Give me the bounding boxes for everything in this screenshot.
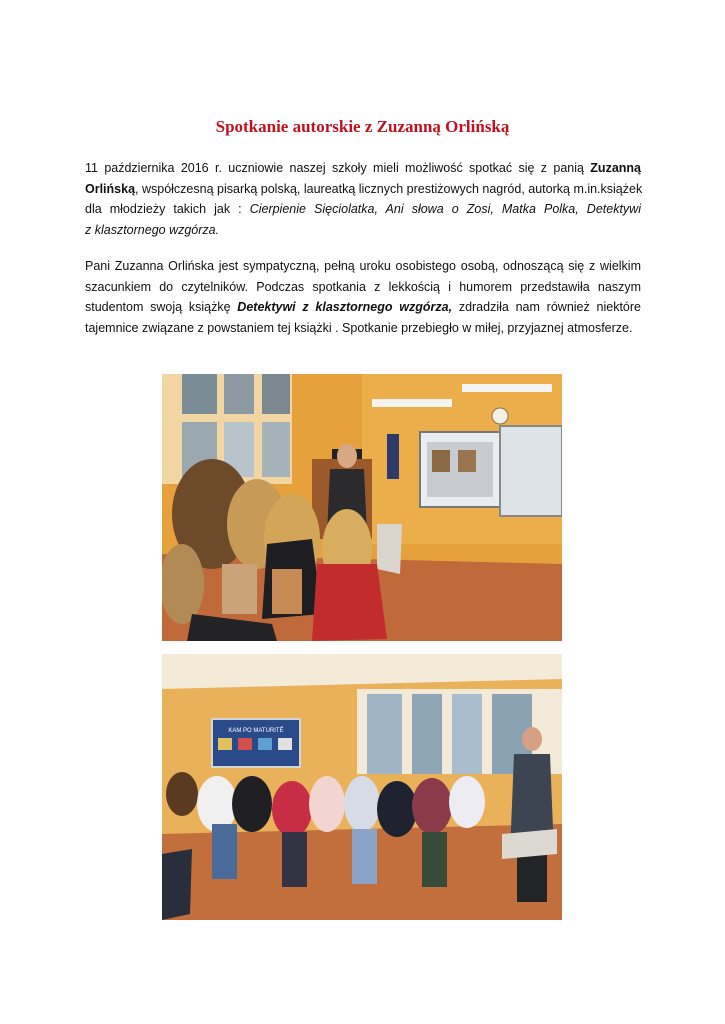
page-title: Spotkanie autorskie z Zuzanną Orlińską [215, 117, 510, 136]
intro-line-1-text: 11 października 2016 r. uczniowie naszej szkoły mieli możliwość spotkać się z panią [85, 161, 591, 175]
book-title-last: z klasztornego wzgórza. [85, 222, 220, 237]
intro-line-1 [85, 158, 641, 179]
meeting-line-1: Pani Zuzanna Orlińska jest sympatyczną, pełną uroku osobistego osobą, odnoszącą się z wielkim [85, 259, 641, 273]
poster-title: KAM PO MATURITĚ [228, 728, 284, 734]
book-titles: Cierpienie Sięciolatka, Ani słowa o Zosi, Matka Polka, Detektywi [249, 202, 641, 216]
photo-students-audience [162, 654, 562, 920]
classroom-front-image [162, 374, 562, 641]
meeting-line-4: tajemnice związane z powstaniem tej książki . Spotkanie przebiegło w miłej, przyjaznej atmosferze. [85, 320, 633, 335]
presented-book-title: Detektywi z klasztornego wzgórza, [237, 300, 453, 314]
intro-line-4 [85, 220, 641, 241]
photo-author-presenting [162, 374, 562, 641]
meeting-line-2: szacunkiem do czytelników. Podczas spotkania z lekkością i humorem przedstawiła naszym [85, 279, 641, 294]
meeting-line-3-text: studentom swoją książkę [85, 300, 238, 314]
paragraph-intro [85, 158, 641, 240]
intro-line-3-text: dla młodzieży takich jak : [85, 202, 250, 216]
meeting-line-3 [85, 297, 641, 318]
author-first-name: Zuzanną [590, 161, 641, 175]
author-last-name: Orlińską [85, 181, 136, 196]
intro-line-2-text: , współczesną pisarką polską, laureatką licznych prestiżowych nagród, autorką m.in.książek [135, 181, 643, 196]
classroom-audience-image [162, 654, 562, 920]
intro-line-2 [85, 179, 641, 200]
paragraph-meeting [85, 256, 641, 338]
meeting-line-3-suffix: zdradziła nam również niektóre [452, 300, 641, 314]
intro-line-3 [85, 199, 641, 220]
